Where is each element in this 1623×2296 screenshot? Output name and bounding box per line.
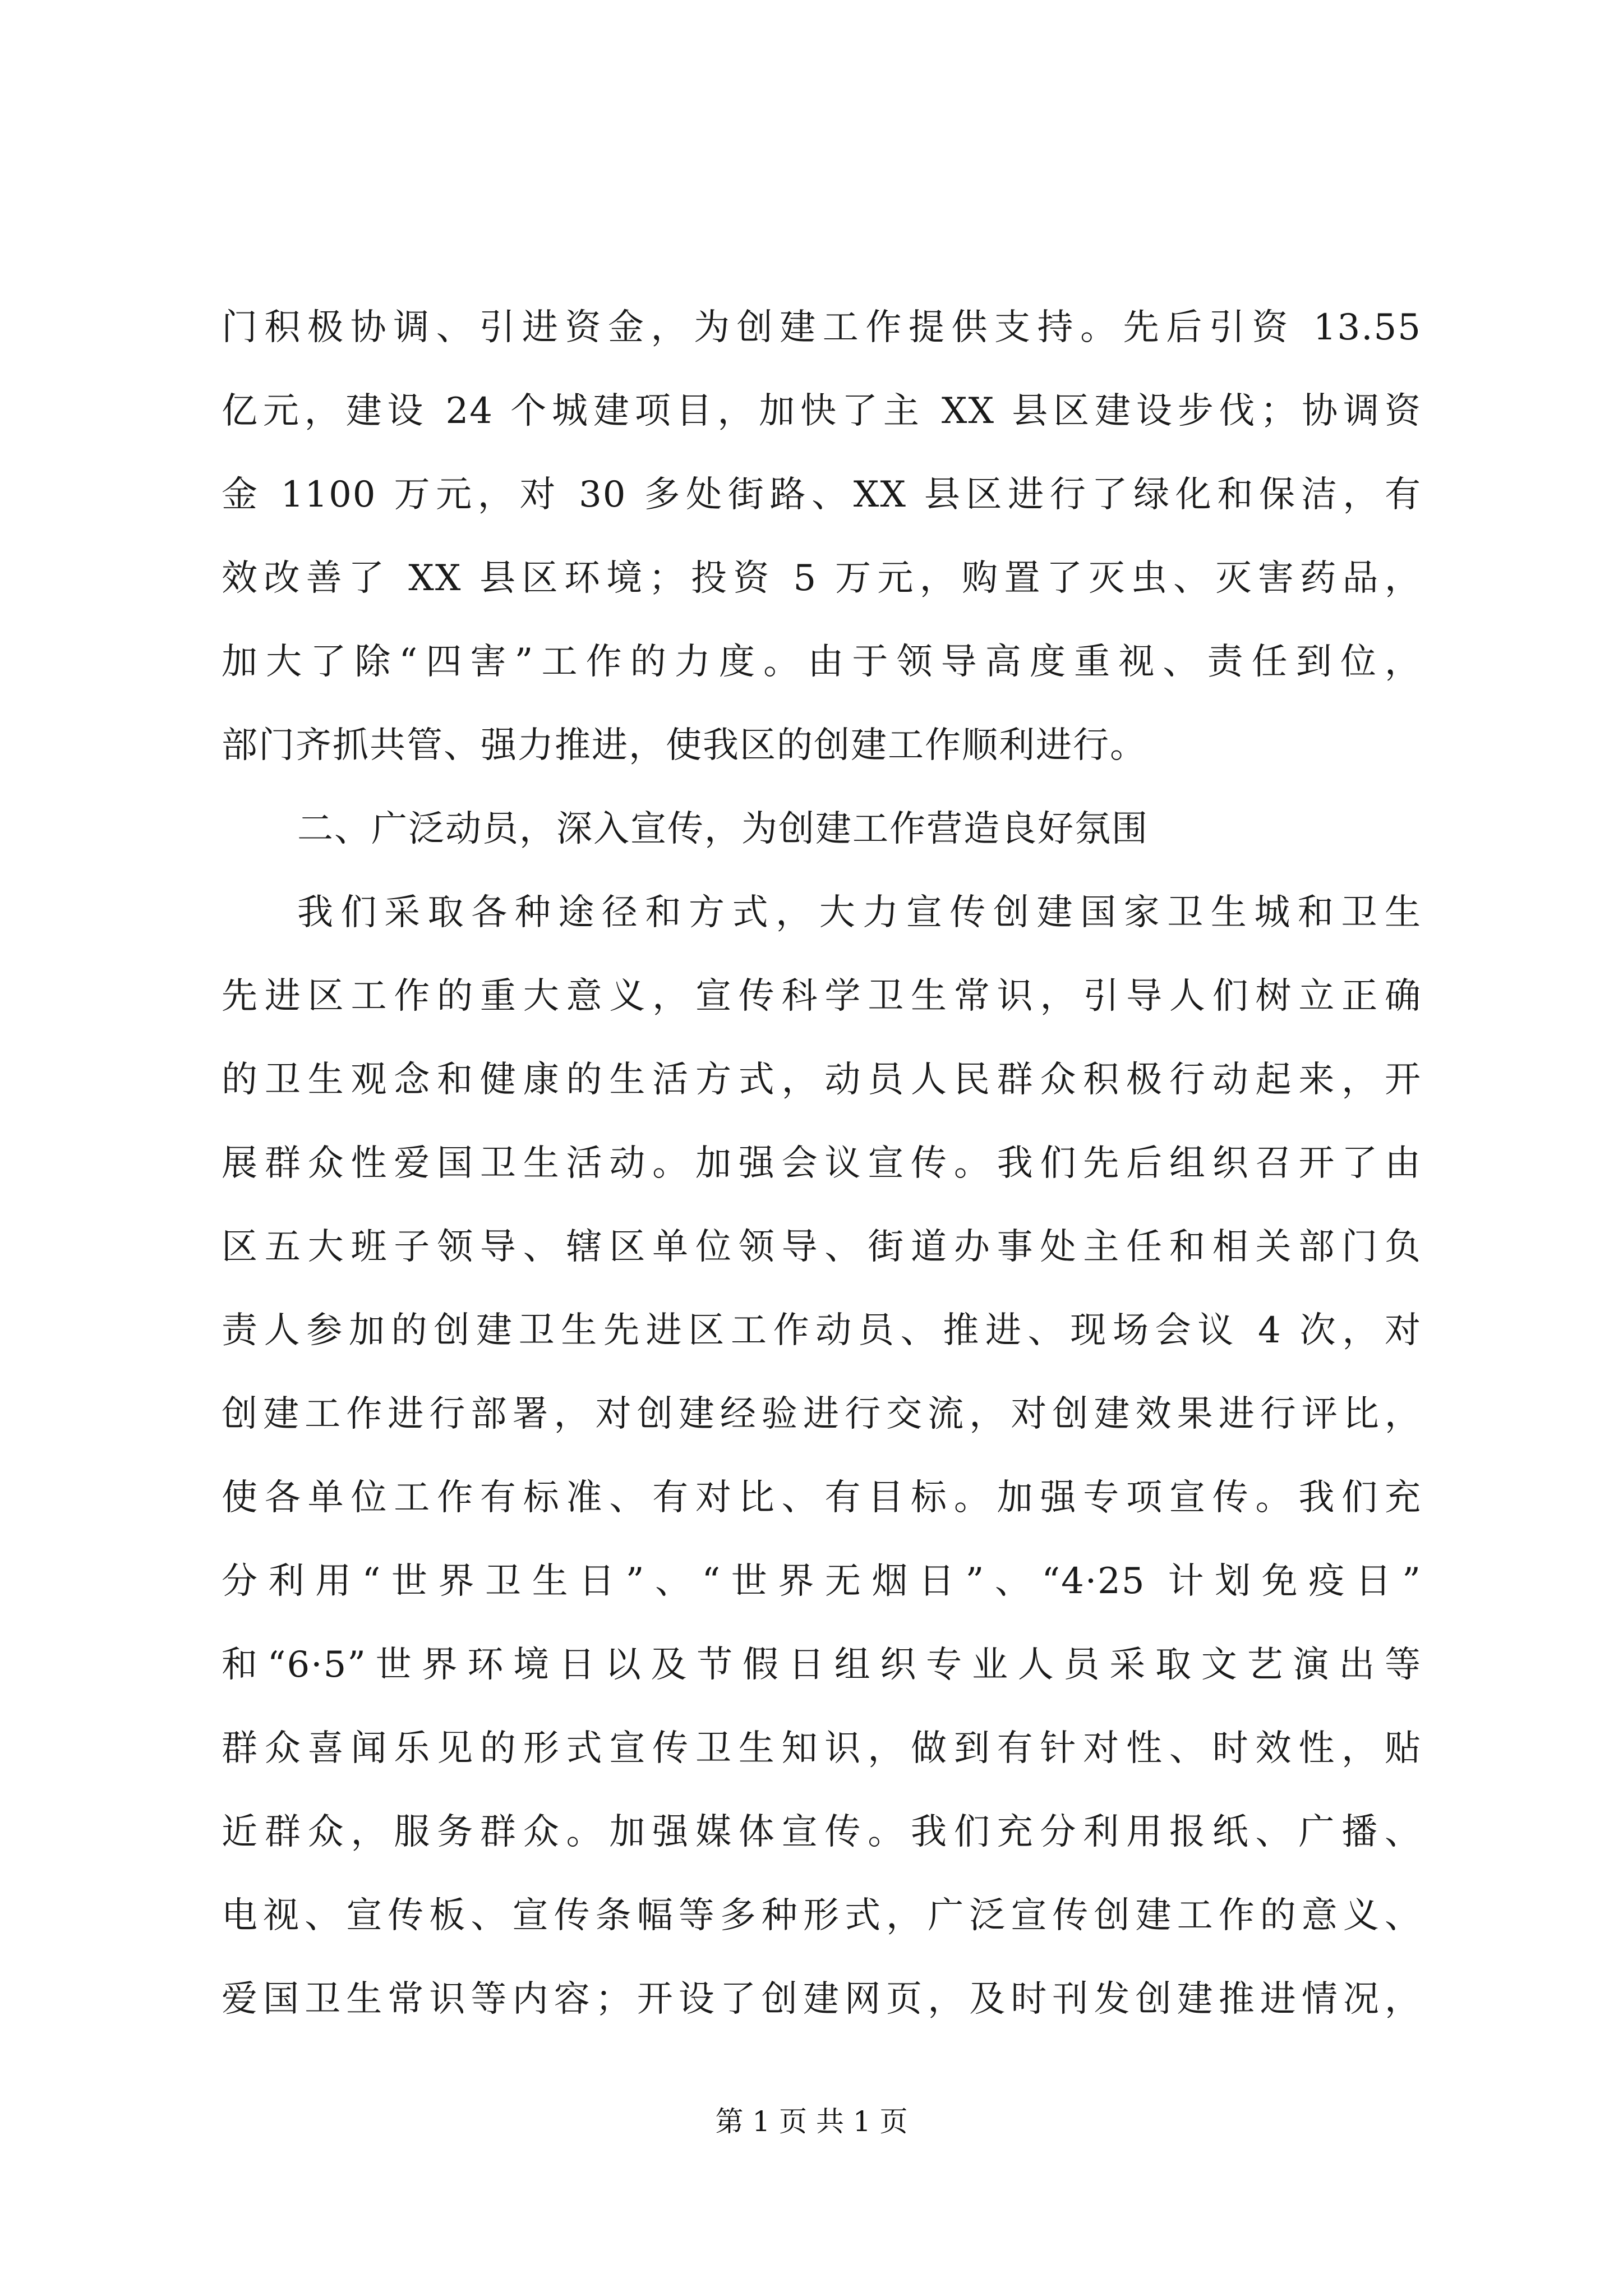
- text-line-15: 使各单位工作有标准、有对比、有目标。加强专项宣传。我们充: [222, 1477, 1422, 1519]
- text-line-14: 创建工作进行部署，对创建经验进行交流，对创建效果进行评比，: [222, 1393, 1422, 1435]
- text-line-2: 亿元，建设 24 个城建项目，加快了主 XX 县区建设步伐；协调资: [222, 390, 1422, 432]
- text-line-3: 金 1100 万元，对 30 多处街路、XX 县区进行了绿化和保洁，有: [222, 474, 1422, 516]
- text-line-21: 爱国卫生常识等内容；开设了创建网页，及时刊发创建推进情况，: [222, 1978, 1422, 2020]
- text-line-6: 部门齐抓共管、强力推进，使我区的创建工作顺利进行。: [222, 725, 1147, 766]
- text-line-12: 区五大班子领导、辖区单位领导、街道办事处主任和相关部门负: [222, 1226, 1422, 1268]
- text-line-11: 展群众性爱国卫生活动。加强会议宣传。我们先后组织召开了由: [222, 1143, 1422, 1184]
- text-line-5: 加大了除“四害”工作的力度。由于领导高度重视、责任到位，: [222, 641, 1422, 683]
- text-line-1: 门积极协调、引进资金，为创建工作提供支持。先后引资 13.55: [222, 307, 1422, 348]
- text-line-20: 电视、宣传板、宣传条幅等多种形式，广泛宣传创建工作的意义、: [222, 1895, 1422, 1936]
- text-line-18: 群众喜闻乐见的形式宣传卫生知识，做到有针对性、时效性，贴: [222, 1728, 1422, 1769]
- text-line-16: 分利用“世界卫生日”、“世界无烟日”、“4·25 计划免疫日”: [222, 1561, 1422, 1602]
- text-line-4: 效改善了 XX 县区环境；投资 5 万元，购置了灭虫、灭害药品，: [222, 558, 1422, 599]
- text-line-19: 近群众，服务群众。加强媒体宣传。我们充分利用报纸、广播、: [222, 1811, 1422, 1853]
- section-heading: 二、广泛动员，深入宣传，为创建工作营造良好氛围: [297, 808, 1149, 850]
- body-text: [222, 286, 1422, 2041]
- text-line-9: 先进区工作的重大意义，宣传科学卫生常识，引导人们树立正确: [222, 976, 1422, 1017]
- text-line-10: 的卫生观念和健康的生活方式，动员人民群众积极行动起来，开: [222, 1059, 1422, 1101]
- text-line-17: 和“6·5”世界环境日以及节假日组织专业人员采取文艺演出等: [222, 1644, 1422, 1686]
- page-footer: 第 1 页 共 1 页: [715, 2105, 908, 2138]
- text-line-8: 我们采取各种途径和方式，大力宣传创建国家卫生城和卫生: [297, 892, 1422, 933]
- text-line-13: 责人参加的创建卫生先进区工作动员、推进、现场会议 4 次，对: [222, 1310, 1422, 1351]
